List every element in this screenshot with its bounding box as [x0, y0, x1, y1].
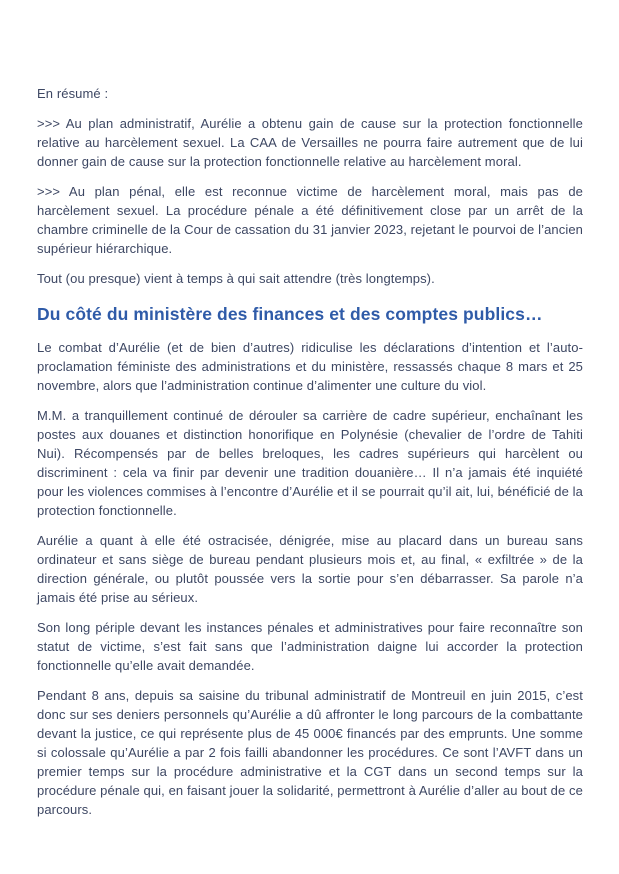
paragraph-mm-carriere: M.M. a tranquillement continué de dérouler sa carrière de cadre supérieur, enchaînant les postes aux douanes et distinction honorifique en Polynésie (chevalier de l’ordre de Tahiti Nui). Récompensés par de belles breloques, les cadres supérieurs qui harcèlent ou discriminent : cela va finir par devenir une tradition douanière… Il n’a jamais été inquiété pour les violences commises à l’encontre d’Aurélie et il se pourrait qu’il ait, lui, bénéficié de la protection fonctionnelle.: [37, 408, 583, 518]
summary-point-penal: >>> Au plan pénal, elle est reconnue victime de harcèlement moral, mais pas de harcèlement sexuel. La procédure pénale a été définitivement close par un arrêt de la chambre criminelle de la Cour de cassation du 31 janvier 2023, rejetant le pourvoi de l’ancien supérieur hiérarchique.: [37, 184, 583, 256]
paragraph-combat-aurelie: Le combat d’Aurélie (et de bien d’autres) ridiculise les déclarations d’intention et l’auto-proclamation féministe des administrations et du ministère, ressassés chaque 8 mars et 25 novembre, alors que l’administration continue d’alimenter une culture du viol.: [37, 340, 583, 393]
paragraph-pendant-8-ans: Pendant 8 ans, depuis sa saisine du tribunal administratif de Montreuil en juin 2015, c’est donc sur ses deniers personnels qu’Aurélie a dû affronter le long parcours de la combattante devant la justice, ce qui représente plus de 45 000€ financés par des emprunts. Une somme si colossale qu’Aurélie a par 2 fois failli abandonner les procédures. Ce sont l’AVFT dans un premier temps sur la procédure administrative et la CGT dans un second temps sur la procédure pénale qui, en faisant jouer la solidarité, permettront à Aurélie d’aller au bout de ce parcours.: [37, 688, 583, 817]
intro-line: En résumé :: [37, 86, 109, 101]
section-heading: Du côté du ministère des finances et des comptes publics…: [37, 304, 543, 324]
aphorism-line: Tout (ou presque) vient à temps à qui sait attendre (très longtemps).: [37, 271, 435, 286]
article-body: [37, 84, 583, 830]
paragraph-long-periple: Son long périple devant les instances pénales et administratives pour faire reconnaître son statut de victime, s’est fait sans que l’administration daigne lui accorder la protection fonctionnelle qu’elle avait demandée.: [37, 620, 583, 673]
summary-point-administratif: >>> Au plan administratif, Aurélie a obtenu gain de cause sur la protection fonctionnelle relative au harcèlement sexuel. La CAA de Versailles ne pourra faire autrement que de lui donner gain de cause sur la protection fonctionnelle relative au harcèlement moral.: [37, 116, 583, 169]
paragraph-aurelie-ostracisee: Aurélie a quant à elle été ostracisée, dénigrée, mise au placard dans un bureau sans ordinateur et sans siège de bureau pendant plusieurs mois et, au final, « exfiltrée » de la direction générale, ou plutôt poussée vers la sortie pour s’en débarrasser. Sa parole n’a jamais été prise au sérieux.: [37, 533, 583, 605]
